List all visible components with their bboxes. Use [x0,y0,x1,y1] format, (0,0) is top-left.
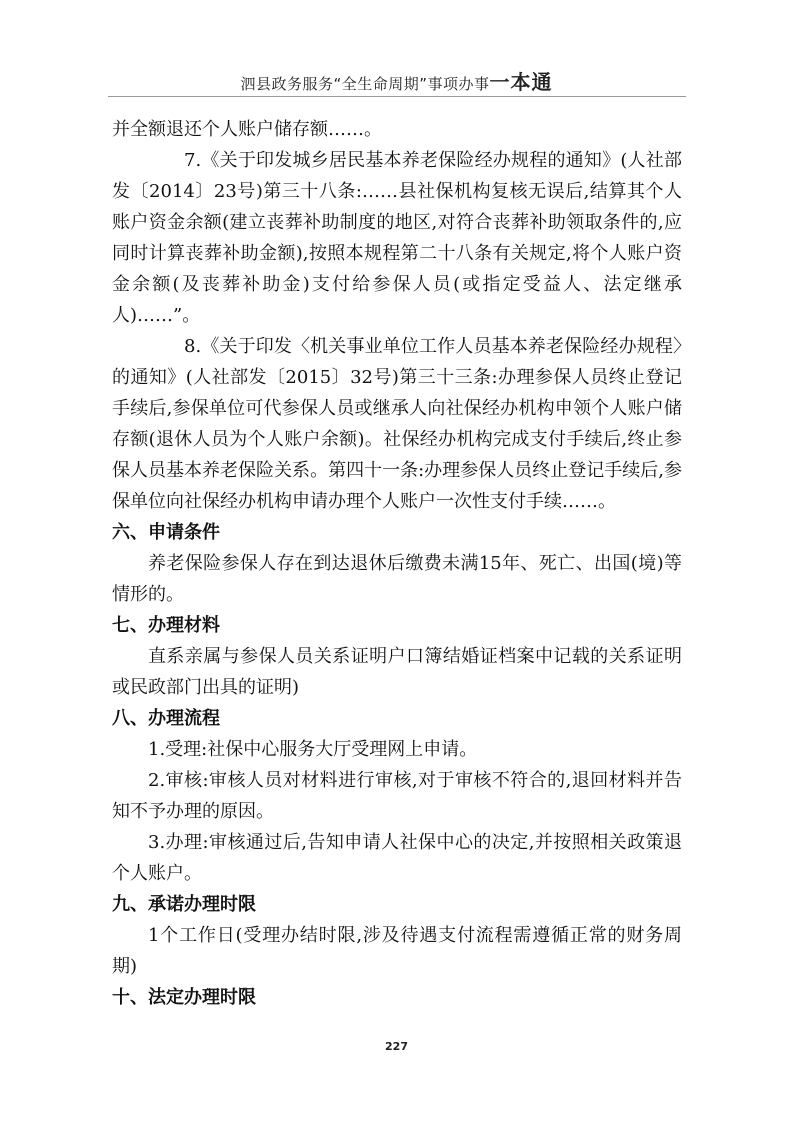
paragraph-continuation: 并全额退还个人账户储存额……。 [112,119,382,140]
document-body [112,114,682,1013]
header-divider [108,96,686,97]
section-heading-promised-time-limit: 九、承诺办理时限 [112,894,256,915]
paragraph-application-conditions: 养老保险参保人存在到达退休后缴费未满15年、死亡、出国(境)等情形的。 [112,553,682,605]
section-heading-process: 八、办理流程 [112,708,220,729]
paragraph-materials: 直系亲属与参保人员关系证明户口簿结婚证档案中记载的关系证明或民政部门出具的证明) [112,646,682,698]
paragraph-legal-basis-7: 7.《关于印发城乡居民基本养老保险经办规程的通知》(人社部发〔2014〕23号)第三十八条:……县社保机构复核无误后,结算其个人账户资金余额(建立丧葬补助制度的地区,对符合丧葬补助领取条件的,应同时计算丧葬补助金额),按照本规程第二十八条有关规定,将个人账户资金余额(及丧葬补助金)支付给参保人员(或指定受益人、法定继承人)……”。 [112,150,682,326]
paragraph-legal-basis-8: 8.《关于印发〈机关事业单位工作人员基本养老保险经办规程〉的通知》(人社部发〔2015〕32号)第三十三条:办理参保人员终止登记手续后,参保单位可代参保人员或继承人向社保经办机构申领个人账户储存额(退休人员为个人账户余额)。社保经办机构完成支付手续后,终止参保人员基本养老保险关系。第四十一条:办理参保人员终止登记手续后,参保单位向社保经办机构申请办理个人账户一次性支付手续……。 [112,336,682,512]
section-heading-application-conditions: 六、申请条件 [112,522,220,543]
running-header [0,66,793,95]
page-number: 227 [385,1040,408,1053]
section-heading-materials: 七、办理材料 [112,615,220,636]
header-title: 泗县政务服务“全生命周期”事项办事 [240,75,490,93]
process-step-accept: 1.受理:社保中心服务大厅受理网上申请。 [148,739,478,760]
paragraph-promised-time-limit: 1个工作日(受理办结时限,涉及待遇支付流程需遵循正常的财务周期) [112,925,682,977]
header-title-emphasis: 一本通 [489,70,553,94]
section-heading-statutory-time-limit: 十、法定办理时限 [112,987,256,1008]
process-step-handle: 3.办理:审核通过后,告知申请人社保中心的决定,并按照相关政策退个人账户。 [112,832,682,884]
process-step-review: 2.审核:审核人员对材料进行审核,对于审核不符合的,退回材料并告知不予办理的原因。 [112,770,682,822]
